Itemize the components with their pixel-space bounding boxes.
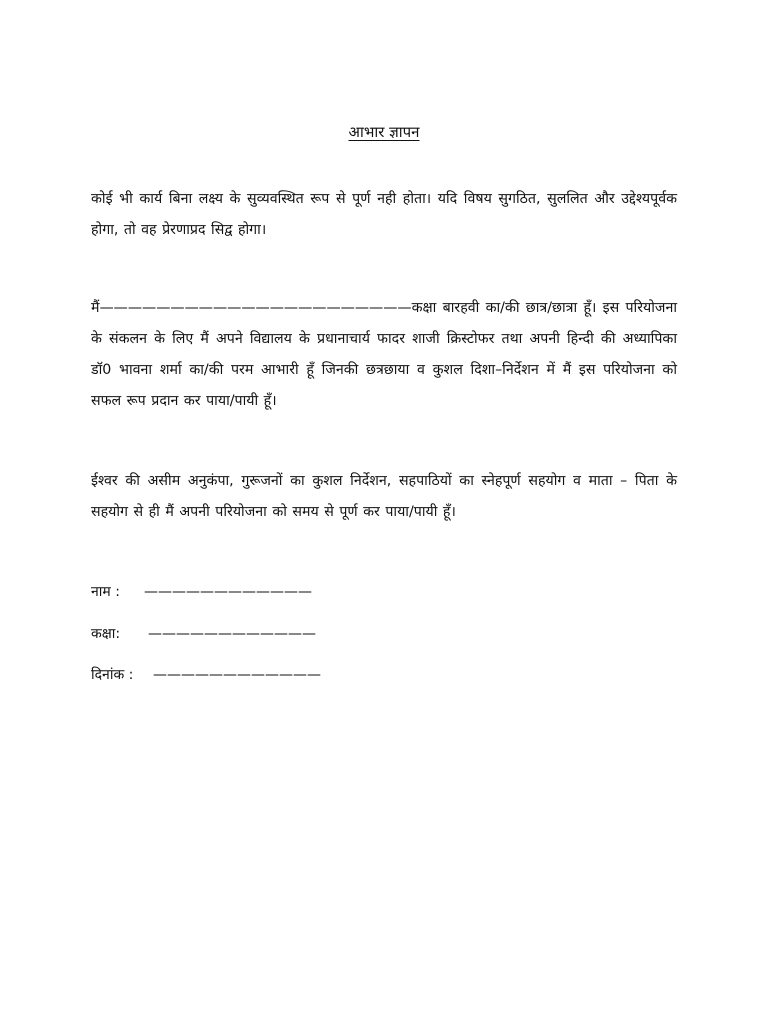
paragraph-gratitude: ईश्वर की असीम अनुकंपा, गुरूजनों का कुशल निर्देशन, सहपाठियों का स्नेहपूर्ण सहयोग व माता – पिता के सहयोग से ही मैं अपनी परियोजना को समय से पूर्ण कर पाया/पायी हूँ। [91,473,677,520]
field-date-label: दिनांक : [91,667,134,683]
paragraph-acknowledgement: मैं——————————————————————कक्षा बारहवी का/की छात्र/छात्रा हूँ। इस परियोजना के संकलन के लिए मैं अपने विद्यालय के प्रधानाचार्य फादर शाजी क्रिस्टोफर तथा अपनी हिन्दी की अध्यापिका डॉ0 भावना शर्मा का/की परम आभारी हूँ जिनकी छत्रछाया व कुशल दिशा–निर्देशन में मैं इस परियोजना को सफल रूप प्रदान कर पाया/पायी हूँ। [91,300,677,409]
field-date [91,665,321,685]
field-name-label: नाम : [91,584,120,600]
field-class [91,624,316,644]
title-text: आभार ज्ञापन [348,123,420,141]
field-class-blank: ———————————— [148,626,316,642]
field-date-blank: ———————————— [153,667,321,683]
paragraph-intro: कोई भी कार्य बिना लक्ष्य के सुव्यवस्थित रूप से पूर्ण नही होता। यदि विषय सुगठित, सुललित और उद्देश्यपूर्वक होगा, तो वह प्रेरणाप्रद सिद्व होगा। [91,191,677,238]
field-name [91,582,312,602]
field-name-blank: ———————————— [144,584,312,600]
document-title [0,122,768,142]
field-class-label: कक्षा: [91,626,121,642]
